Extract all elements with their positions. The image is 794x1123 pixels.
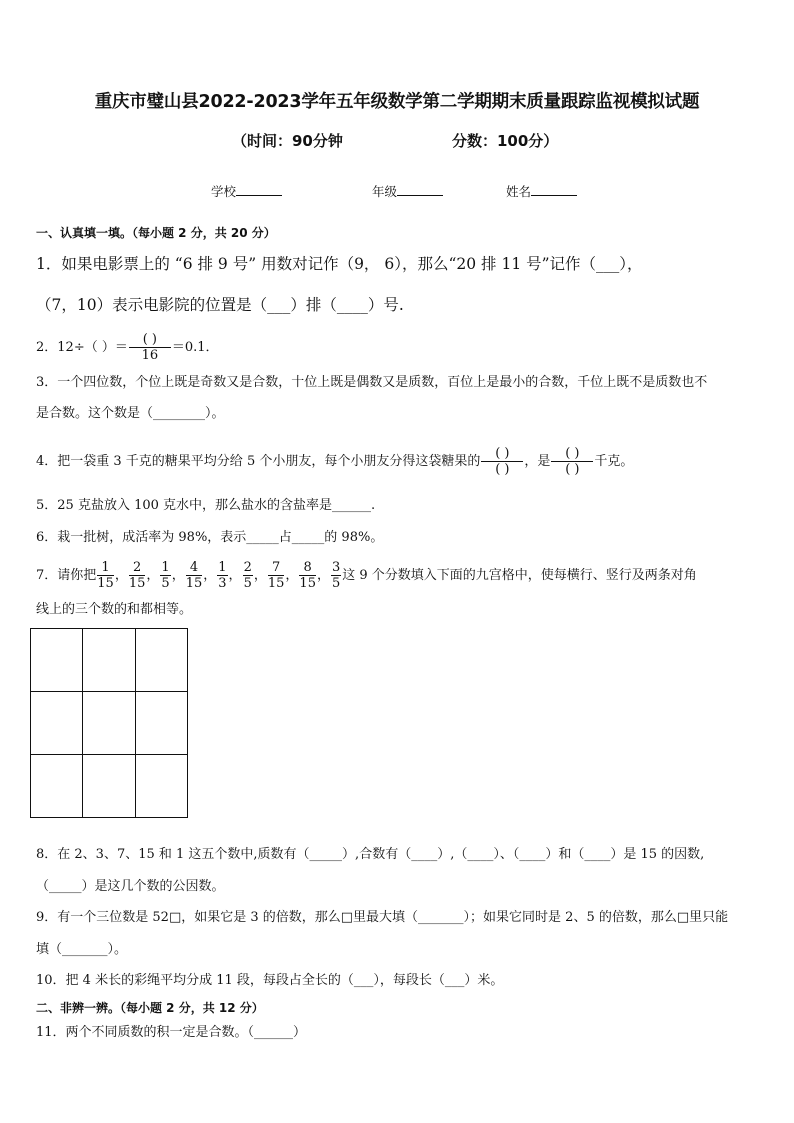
grid-cell[interactable]	[31, 755, 83, 818]
fraction-separator: ，	[203, 568, 217, 583]
school-field	[211, 182, 282, 200]
question-2-fraction	[129, 333, 171, 362]
question-2-suffix: ＝0.1．	[171, 340, 219, 355]
section-2-heading: 二、非辨一辨。（每小题 2 分，共 12 分）	[36, 1001, 264, 1015]
exam-score: 分数：100分）	[452, 132, 559, 150]
grade-field	[372, 182, 443, 200]
name-blank[interactable]	[531, 183, 577, 196]
fraction-denominator: 15	[128, 576, 146, 591]
fraction-numerator: 1	[161, 560, 170, 575]
fraction-numerator: 2	[243, 560, 252, 575]
question-1-line-2: （7，10）表示电影院的位置是（___）排（____）号.	[36, 296, 404, 314]
grid-cell[interactable]	[83, 755, 135, 818]
fraction-denominator: 15	[97, 576, 114, 591]
exam-time: （时间：90分钟	[232, 132, 343, 150]
magic-square-grid	[30, 628, 188, 818]
fraction-separator: ，	[228, 568, 242, 583]
fraction-denominator: 3	[218, 576, 227, 591]
question-7-line-1	[36, 554, 760, 598]
fraction-separator: ，	[285, 568, 299, 583]
question-2-numerator: ( )	[129, 333, 171, 348]
grid-cell[interactable]	[31, 692, 83, 755]
question-4-fraction-2-den: ( )	[565, 462, 580, 477]
question-7-fraction	[217, 561, 227, 590]
question-7-suffix: 这 9 个分数填入下面的九宫格中，使每横行、竖行及两条对角	[342, 568, 697, 583]
fraction-denominator: 15	[299, 576, 316, 591]
question-4-fraction-2-num: ( )	[551, 447, 593, 462]
fraction-numerator: 2	[129, 561, 146, 576]
grid-cell[interactable]	[83, 629, 135, 692]
question-7-line-2: 线上的三个数的和都相等。	[36, 602, 193, 617]
question-5: 5．25 克盐放入 100 克水中，那么盐水的含盐率是______.	[36, 498, 376, 513]
question-4-fraction-1	[481, 447, 523, 476]
exam-title: 重庆市璧山县2022-2023学年五年级数学第二学期期末质量跟踪监视模拟试题	[94, 92, 700, 112]
fraction-separator: ，	[253, 568, 267, 583]
grid-cell[interactable]	[83, 692, 135, 755]
question-7-fraction-list	[96, 560, 342, 591]
question-7-fraction	[160, 561, 170, 590]
fraction-denominator: 15	[267, 576, 285, 591]
school-blank[interactable]	[236, 183, 282, 196]
fraction-numerator: 4	[186, 561, 203, 576]
question-4-suffix: 千克。	[594, 454, 634, 469]
fraction-numerator: 3	[331, 560, 341, 575]
question-7-prefix: 7．请你把	[36, 568, 97, 583]
question-2	[36, 328, 760, 368]
question-7-fraction	[129, 561, 146, 590]
fraction-denominator: 15	[185, 576, 203, 591]
question-7-fraction	[243, 561, 253, 590]
grade-blank[interactable]	[397, 183, 443, 196]
question-2-prefix: 2．12÷（ ）＝	[36, 340, 128, 355]
grade-label: 年级	[372, 184, 398, 199]
question-3-line-1: 3．一个四位数，个位上既是奇数又是合数，十位上既是偶数又是质数，百位上是最小的合数，千位上既不是质数也不	[36, 375, 708, 390]
grid-row	[31, 692, 188, 755]
question-7-fraction	[186, 561, 203, 590]
fraction-numerator: 1	[97, 561, 114, 576]
question-4	[36, 440, 760, 484]
section-1-heading: 一、认真填一填。（每小题 2 分，共 20 分）	[36, 226, 276, 240]
fraction-separator: ，	[114, 568, 128, 583]
question-3-line-2: 是合数。这个数是（________）。	[36, 406, 225, 421]
name-label: 姓名	[506, 184, 532, 199]
question-8-line-2: （_____）是这几个数的公因数。	[36, 879, 225, 894]
question-10: 10．把 4 米长的彩绳平均分成 11 段，每段占全长的（___），每段长（___）米。	[36, 973, 504, 988]
grid-row	[31, 755, 188, 818]
question-11: 11．两个不同质数的积一定是合数。（______）	[36, 1025, 307, 1040]
grid-cell[interactable]	[135, 755, 187, 818]
question-6: 6．栽一批树，成活率为 98%，表示_____占_____的 98%。	[36, 530, 384, 545]
fraction-separator: ，	[316, 568, 330, 583]
question-4-fraction-1-num: ( )	[481, 447, 523, 462]
fraction-denominator: 5	[243, 576, 252, 591]
question-4-fraction-2	[551, 447, 593, 476]
fraction-denominator: 5	[331, 576, 341, 591]
question-8-line-1: 8．在 2、3、7、15 和 1 这五个数中,质数有（_____）,合数有（____）,（____）、（____）和（____）是 15 的因数,	[36, 847, 705, 862]
name-field	[506, 182, 577, 200]
question-7-fraction	[97, 561, 114, 590]
grid-cell[interactable]	[135, 692, 187, 755]
question-1-line-1: 1．如果电影票上的 “6 排 9 号” 用数对记作（9， 6），那么“20 排 11 号”记作（___），	[36, 255, 643, 273]
question-7-fraction	[299, 561, 316, 590]
fraction-separator: ，	[146, 568, 160, 583]
question-7-fraction	[268, 561, 285, 590]
question-4-prefix: 4．把一袋重 3 千克的糖果平均分给 5 个小朋友，每个小朋友分得这袋糖果的	[36, 454, 481, 469]
school-label: 学校	[211, 184, 237, 199]
grid-cell[interactable]	[135, 629, 187, 692]
question-9-line-1: 9．有一个三位数是 52□，如果它是 3 的倍数，那么□里最大填（_______）；如果它同时是 2、5 的倍数，那么□里只能	[36, 910, 729, 925]
question-4-mid: ，是	[524, 454, 551, 469]
fraction-separator: ，	[171, 568, 185, 583]
grid-cell[interactable]	[31, 629, 83, 692]
fraction-numerator: 8	[299, 561, 316, 576]
fraction-numerator: 7	[268, 561, 285, 576]
grid-row	[31, 629, 188, 692]
fraction-denominator: 5	[161, 576, 170, 591]
question-9-line-2: 填（_______）。	[36, 942, 128, 957]
question-7-fraction	[331, 561, 341, 590]
fraction-numerator: 1	[218, 560, 227, 575]
question-2-denominator: 16	[141, 348, 159, 363]
question-4-fraction-1-den: ( )	[495, 462, 510, 477]
